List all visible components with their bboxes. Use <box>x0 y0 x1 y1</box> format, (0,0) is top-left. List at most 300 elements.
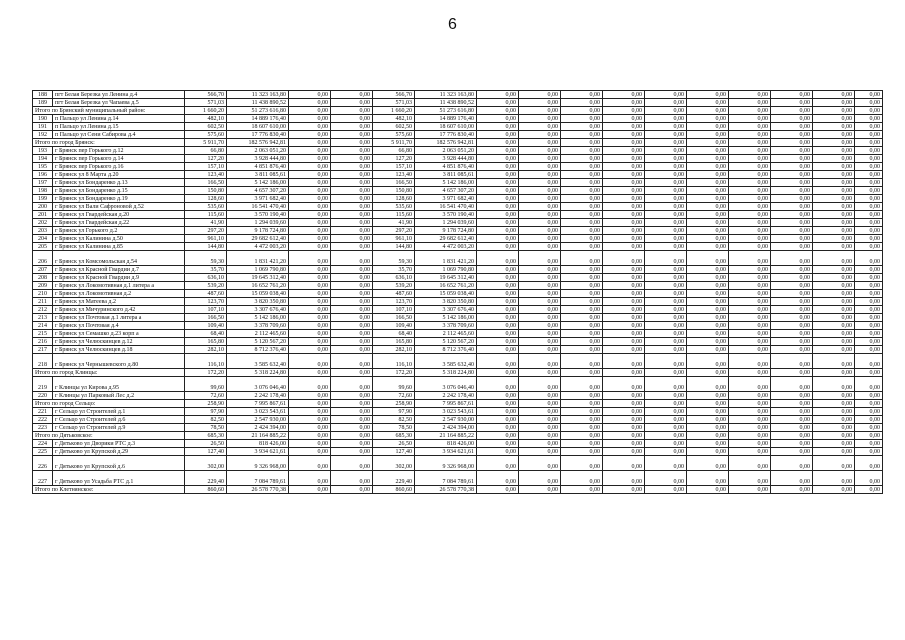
row-number-cell: 191 <box>33 123 53 131</box>
value-cell: 0,00 <box>645 155 687 163</box>
cost-cell: 16 652 761,20 <box>227 282 289 290</box>
value-cell: 0,00 <box>289 187 331 195</box>
value-cell: 0,00 <box>687 322 729 330</box>
table-row <box>33 314 883 322</box>
value-cell: 0,00 <box>561 91 603 99</box>
value-cell: 0,00 <box>813 392 855 400</box>
area-cell: 26,50 <box>373 440 415 448</box>
value-cell: 0,00 <box>687 115 729 123</box>
cost-cell: 3 928 444,80 <box>227 155 289 163</box>
area-cell: 35,70 <box>185 266 227 274</box>
table-row <box>33 377 883 392</box>
value-cell: 0,00 <box>603 330 645 338</box>
table-body <box>33 91 883 494</box>
value-cell: 0,00 <box>855 219 883 227</box>
value-cell: 0,00 <box>771 448 813 456</box>
cost-cell: 2 242 178,40 <box>415 392 477 400</box>
cost-cell: 5 318 224,80 <box>415 369 477 377</box>
value-cell: 0,00 <box>729 338 771 346</box>
area-cell: 258,90 <box>185 400 227 408</box>
value-cell: 0,00 <box>289 195 331 203</box>
value-cell: 0,00 <box>771 219 813 227</box>
value-cell: 0,00 <box>687 107 729 115</box>
value-cell: 0,00 <box>645 163 687 171</box>
area-cell: 144,80 <box>185 243 227 251</box>
value-cell: 0,00 <box>561 155 603 163</box>
area-cell: 961,10 <box>185 235 227 243</box>
cost-cell: 3 928 444,80 <box>415 155 477 163</box>
value-cell: 0,00 <box>771 195 813 203</box>
value-cell: 0,00 <box>813 203 855 211</box>
address-cell: пгт Белая Березка ул Ленина д.4 <box>53 91 185 99</box>
value-cell: 0,00 <box>477 274 519 282</box>
value-cell: 0,00 <box>771 282 813 290</box>
table-row <box>33 195 883 203</box>
value-cell: 0,00 <box>477 187 519 195</box>
row-number-cell: 195 <box>33 163 53 171</box>
area-cell: 123,70 <box>373 298 415 306</box>
cost-cell: 5 142 186,00 <box>415 179 477 187</box>
cost-cell: 2 424 394,00 <box>227 424 289 432</box>
value-cell: 0,00 <box>603 416 645 424</box>
row-number-cell: 218 <box>33 354 53 369</box>
value-cell: 0,00 <box>855 338 883 346</box>
value-cell: 0,00 <box>289 424 331 432</box>
value-cell: 0,00 <box>729 227 771 235</box>
area-cell: 99,60 <box>373 377 415 392</box>
value-cell: 0,00 <box>289 354 331 369</box>
total-row <box>33 432 883 440</box>
address-cell: г Брянск пер Горького д.12 <box>53 147 185 155</box>
value-cell: 0,00 <box>289 203 331 211</box>
area-cell: 144,80 <box>373 243 415 251</box>
value-cell: 0,00 <box>519 227 561 235</box>
value-cell: 0,00 <box>561 322 603 330</box>
value-cell: 0,00 <box>519 298 561 306</box>
cost-cell: 21 164 885,22 <box>227 432 289 440</box>
value-cell: 0,00 <box>855 448 883 456</box>
value-cell: 0,00 <box>645 408 687 416</box>
value-cell: 0,00 <box>729 416 771 424</box>
value-cell: 0,00 <box>645 369 687 377</box>
value-cell: 0,00 <box>603 377 645 392</box>
area-cell: 123,70 <box>185 298 227 306</box>
value-cell: 0,00 <box>687 251 729 266</box>
value-cell: 0,00 <box>477 456 519 471</box>
value-cell: 0,00 <box>771 424 813 432</box>
value-cell: 0,00 <box>519 251 561 266</box>
value-cell: 0,00 <box>687 369 729 377</box>
value-cell: 0,00 <box>519 456 561 471</box>
area-cell: 229,40 <box>373 471 415 486</box>
value-cell: 0,00 <box>477 314 519 322</box>
value-cell: 0,00 <box>477 440 519 448</box>
value-cell: 0,00 <box>561 235 603 243</box>
table-row <box>33 346 883 354</box>
value-cell: 0,00 <box>813 330 855 338</box>
area-cell: 961,10 <box>373 235 415 243</box>
value-cell: 0,00 <box>855 155 883 163</box>
value-cell: 0,00 <box>289 486 331 494</box>
value-cell: 0,00 <box>813 123 855 131</box>
value-cell: 0,00 <box>855 298 883 306</box>
area-cell: 72,60 <box>373 392 415 400</box>
area-cell: 860,60 <box>185 486 227 494</box>
value-cell: 0,00 <box>477 91 519 99</box>
value-cell: 0,00 <box>771 471 813 486</box>
value-cell: 0,00 <box>855 400 883 408</box>
area-cell: 566,70 <box>185 91 227 99</box>
area-cell: 127,20 <box>185 155 227 163</box>
value-cell: 0,00 <box>855 432 883 440</box>
value-cell: 0,00 <box>645 203 687 211</box>
value-cell: 0,00 <box>771 91 813 99</box>
area-cell: 685,30 <box>185 432 227 440</box>
value-cell: 0,00 <box>855 211 883 219</box>
row-number-cell: 220 <box>33 392 53 400</box>
area-cell: 172,20 <box>185 369 227 377</box>
value-cell: 0,00 <box>477 290 519 298</box>
value-cell: 0,00 <box>729 243 771 251</box>
value-cell: 0,00 <box>331 91 373 99</box>
area-cell: 97,90 <box>373 408 415 416</box>
table-row <box>33 171 883 179</box>
value-cell: 0,00 <box>561 251 603 266</box>
value-cell: 0,00 <box>331 115 373 123</box>
value-cell: 0,00 <box>519 448 561 456</box>
total-label-cell: Итого по город Клинцы: <box>33 369 185 377</box>
value-cell: 0,00 <box>645 171 687 179</box>
value-cell: 0,00 <box>477 171 519 179</box>
value-cell: 0,00 <box>561 400 603 408</box>
value-cell: 0,00 <box>331 314 373 322</box>
row-number-cell: 190 <box>33 115 53 123</box>
value-cell: 0,00 <box>645 456 687 471</box>
value-cell: 0,00 <box>729 306 771 314</box>
cost-cell: 19 645 312,40 <box>415 274 477 282</box>
value-cell: 0,00 <box>813 416 855 424</box>
value-cell: 0,00 <box>687 91 729 99</box>
value-cell: 0,00 <box>813 471 855 486</box>
value-cell: 0,00 <box>331 274 373 282</box>
value-cell: 0,00 <box>813 251 855 266</box>
value-cell: 0,00 <box>729 448 771 456</box>
value-cell: 0,00 <box>331 211 373 219</box>
cost-cell: 15 059 038,40 <box>415 290 477 298</box>
value-cell: 0,00 <box>289 377 331 392</box>
area-cell: 78,50 <box>185 424 227 432</box>
value-cell: 0,00 <box>561 369 603 377</box>
value-cell: 0,00 <box>331 416 373 424</box>
value-cell: 0,00 <box>813 219 855 227</box>
value-cell: 0,00 <box>477 392 519 400</box>
value-cell: 0,00 <box>477 306 519 314</box>
cost-cell: 1 069 790,80 <box>227 266 289 274</box>
value-cell: 0,00 <box>687 219 729 227</box>
cost-cell: 5 142 186,00 <box>227 179 289 187</box>
value-cell: 0,00 <box>561 392 603 400</box>
value-cell: 0,00 <box>477 354 519 369</box>
value-cell: 0,00 <box>855 346 883 354</box>
cost-cell: 17 776 830,40 <box>227 131 289 139</box>
value-cell: 0,00 <box>289 171 331 179</box>
cost-cell: 19 645 312,40 <box>227 274 289 282</box>
total-row <box>33 486 883 494</box>
value-cell: 0,00 <box>331 330 373 338</box>
value-cell: 0,00 <box>771 203 813 211</box>
value-cell: 0,00 <box>729 163 771 171</box>
value-cell: 0,00 <box>813 155 855 163</box>
value-cell: 0,00 <box>813 377 855 392</box>
value-cell: 0,00 <box>331 147 373 155</box>
value-cell: 0,00 <box>561 147 603 155</box>
value-cell: 0,00 <box>687 486 729 494</box>
value-cell: 0,00 <box>813 266 855 274</box>
value-cell: 0,00 <box>687 195 729 203</box>
value-cell: 0,00 <box>331 251 373 266</box>
value-cell: 0,00 <box>289 432 331 440</box>
table-row <box>33 211 883 219</box>
cost-cell: 17 776 830,40 <box>415 131 477 139</box>
value-cell: 0,00 <box>331 243 373 251</box>
cost-cell: 3 934 621,61 <box>227 448 289 456</box>
address-cell: г Брянск ул Почтовая д.4 <box>53 322 185 330</box>
value-cell: 0,00 <box>289 408 331 416</box>
area-cell: 107,10 <box>373 306 415 314</box>
value-cell: 0,00 <box>331 486 373 494</box>
value-cell: 0,00 <box>771 155 813 163</box>
value-cell: 0,00 <box>687 99 729 107</box>
table-row <box>33 440 883 448</box>
value-cell: 0,00 <box>477 107 519 115</box>
area-cell: 128,60 <box>373 195 415 203</box>
value-cell: 0,00 <box>331 195 373 203</box>
value-cell: 0,00 <box>855 290 883 298</box>
area-cell: 68,40 <box>185 330 227 338</box>
value-cell: 0,00 <box>771 123 813 131</box>
value-cell: 0,00 <box>519 346 561 354</box>
housing-table <box>32 90 883 494</box>
value-cell: 0,00 <box>477 322 519 330</box>
cost-cell: 9 326 968,00 <box>415 456 477 471</box>
address-cell: г Брянск пер Горького д.14 <box>53 155 185 163</box>
area-cell: 166,50 <box>185 179 227 187</box>
value-cell: 0,00 <box>519 290 561 298</box>
area-cell: 109,40 <box>373 322 415 330</box>
area-cell: 127,20 <box>373 155 415 163</box>
cost-cell: 5 142 186,00 <box>227 314 289 322</box>
value-cell: 0,00 <box>477 448 519 456</box>
table-row <box>33 471 883 486</box>
value-cell: 0,00 <box>645 227 687 235</box>
value-cell: 0,00 <box>561 282 603 290</box>
address-cell: г Брянск ул Матеева д.2 <box>53 298 185 306</box>
value-cell: 0,00 <box>603 346 645 354</box>
address-cell: г Брянск ул Красной Гвардии д.7 <box>53 266 185 274</box>
cost-cell: 3 023 543,61 <box>415 408 477 416</box>
cost-cell: 818 426,00 <box>227 440 289 448</box>
row-number-cell: 197 <box>33 179 53 187</box>
table-row <box>33 219 883 227</box>
row-number-cell: 225 <box>33 448 53 456</box>
value-cell: 0,00 <box>331 227 373 235</box>
value-cell: 0,00 <box>519 115 561 123</box>
value-cell: 0,00 <box>855 471 883 486</box>
address-cell: г Дятьково ул Усадьба РТС д.1 <box>53 471 185 486</box>
value-cell: 0,00 <box>687 440 729 448</box>
value-cell: 0,00 <box>289 282 331 290</box>
cost-cell: 3 820 350,80 <box>415 298 477 306</box>
row-number-cell: 222 <box>33 416 53 424</box>
value-cell: 0,00 <box>331 369 373 377</box>
value-cell: 0,00 <box>519 243 561 251</box>
row-number-cell: 210 <box>33 290 53 298</box>
area-cell: 602,50 <box>185 123 227 131</box>
area-cell: 282,10 <box>373 346 415 354</box>
address-cell: г Брянск ул Красной Гвардии д.9 <box>53 274 185 282</box>
cost-cell: 11 438 890,52 <box>227 99 289 107</box>
value-cell: 0,00 <box>603 219 645 227</box>
area-cell: 166,50 <box>185 314 227 322</box>
value-cell: 0,00 <box>771 131 813 139</box>
table-row <box>33 227 883 235</box>
cost-cell: 1 831 421,20 <box>415 251 477 266</box>
row-number-cell: 226 <box>33 456 53 471</box>
row-number-cell: 207 <box>33 266 53 274</box>
area-cell: 172,20 <box>373 369 415 377</box>
value-cell: 0,00 <box>331 290 373 298</box>
value-cell: 0,00 <box>289 290 331 298</box>
value-cell: 0,00 <box>729 400 771 408</box>
cost-cell: 3 811 085,61 <box>227 171 289 179</box>
value-cell: 0,00 <box>687 187 729 195</box>
cost-cell: 29 682 612,40 <box>415 235 477 243</box>
value-cell: 0,00 <box>289 131 331 139</box>
value-cell: 0,00 <box>687 123 729 131</box>
value-cell: 0,00 <box>855 139 883 147</box>
value-cell: 0,00 <box>687 139 729 147</box>
address-cell: г Брянск ул Семашко д.23 корп а <box>53 330 185 338</box>
value-cell: 0,00 <box>855 314 883 322</box>
address-cell: г Брянск ул Бондаренко д.19 <box>53 195 185 203</box>
cost-cell: 4 851 876,40 <box>415 163 477 171</box>
area-cell: 1 660,20 <box>185 107 227 115</box>
value-cell: 0,00 <box>729 456 771 471</box>
row-number-cell: 198 <box>33 187 53 195</box>
value-cell: 0,00 <box>331 123 373 131</box>
value-cell: 0,00 <box>561 432 603 440</box>
value-cell: 0,00 <box>603 155 645 163</box>
table-row <box>33 274 883 282</box>
value-cell: 0,00 <box>561 203 603 211</box>
value-cell: 0,00 <box>561 354 603 369</box>
area-cell: 41,90 <box>185 219 227 227</box>
value-cell: 0,00 <box>603 448 645 456</box>
value-cell: 0,00 <box>477 251 519 266</box>
value-cell: 0,00 <box>561 274 603 282</box>
value-cell: 0,00 <box>813 440 855 448</box>
cost-cell: 11 438 890,52 <box>415 99 477 107</box>
value-cell: 0,00 <box>289 416 331 424</box>
value-cell: 0,00 <box>771 227 813 235</box>
value-cell: 0,00 <box>729 298 771 306</box>
value-cell: 0,00 <box>561 408 603 416</box>
value-cell: 0,00 <box>855 131 883 139</box>
cost-cell: 4 657 307,20 <box>227 187 289 195</box>
value-cell: 0,00 <box>603 115 645 123</box>
area-cell: 5 911,70 <box>373 139 415 147</box>
address-cell: пгт Белая Березка ул Чапаева д.5 <box>53 99 185 107</box>
value-cell: 0,00 <box>687 314 729 322</box>
value-cell: 0,00 <box>519 203 561 211</box>
value-cell: 0,00 <box>331 163 373 171</box>
area-cell: 150,80 <box>185 187 227 195</box>
row-number-cell: 227 <box>33 471 53 486</box>
cost-cell: 4 472 003,20 <box>227 243 289 251</box>
value-cell: 0,00 <box>855 486 883 494</box>
cost-cell: 21 164 885,22 <box>415 432 477 440</box>
value-cell: 0,00 <box>855 330 883 338</box>
value-cell: 0,00 <box>645 131 687 139</box>
value-cell: 0,00 <box>289 139 331 147</box>
value-cell: 0,00 <box>477 424 519 432</box>
value-cell: 0,00 <box>331 306 373 314</box>
table-row <box>33 322 883 330</box>
table-row <box>33 99 883 107</box>
value-cell: 0,00 <box>729 147 771 155</box>
value-cell: 0,00 <box>603 274 645 282</box>
value-cell: 0,00 <box>855 354 883 369</box>
area-cell: 107,10 <box>185 306 227 314</box>
value-cell: 0,00 <box>813 243 855 251</box>
value-cell: 0,00 <box>771 298 813 306</box>
value-cell: 0,00 <box>519 131 561 139</box>
value-cell: 0,00 <box>519 99 561 107</box>
value-cell: 0,00 <box>687 448 729 456</box>
value-cell: 0,00 <box>289 163 331 171</box>
value-cell: 0,00 <box>687 290 729 298</box>
value-cell: 0,00 <box>729 471 771 486</box>
value-cell: 0,00 <box>771 290 813 298</box>
row-number-cell: 214 <box>33 322 53 330</box>
value-cell: 0,00 <box>729 369 771 377</box>
row-number-cell: 217 <box>33 346 53 354</box>
cost-cell: 3 811 085,61 <box>415 171 477 179</box>
value-cell: 0,00 <box>603 338 645 346</box>
value-cell: 0,00 <box>519 139 561 147</box>
table-row <box>33 408 883 416</box>
value-cell: 0,00 <box>477 377 519 392</box>
value-cell: 0,00 <box>289 91 331 99</box>
value-cell: 0,00 <box>477 235 519 243</box>
row-number-cell: 192 <box>33 131 53 139</box>
value-cell: 0,00 <box>729 131 771 139</box>
address-cell: п Пальцо ул Ленина д.14 <box>53 115 185 123</box>
value-cell: 0,00 <box>813 274 855 282</box>
value-cell: 0,00 <box>561 211 603 219</box>
row-number-cell: 206 <box>33 251 53 266</box>
value-cell: 0,00 <box>561 486 603 494</box>
value-cell: 0,00 <box>687 266 729 274</box>
value-cell: 0,00 <box>729 408 771 416</box>
address-cell: г Дятьково ул Крупской д.29 <box>53 448 185 456</box>
cost-cell: 11 323 163,80 <box>227 91 289 99</box>
area-cell: 82,50 <box>373 416 415 424</box>
value-cell: 0,00 <box>477 408 519 416</box>
area-cell: 539,20 <box>185 282 227 290</box>
value-cell: 0,00 <box>603 235 645 243</box>
value-cell: 0,00 <box>331 235 373 243</box>
